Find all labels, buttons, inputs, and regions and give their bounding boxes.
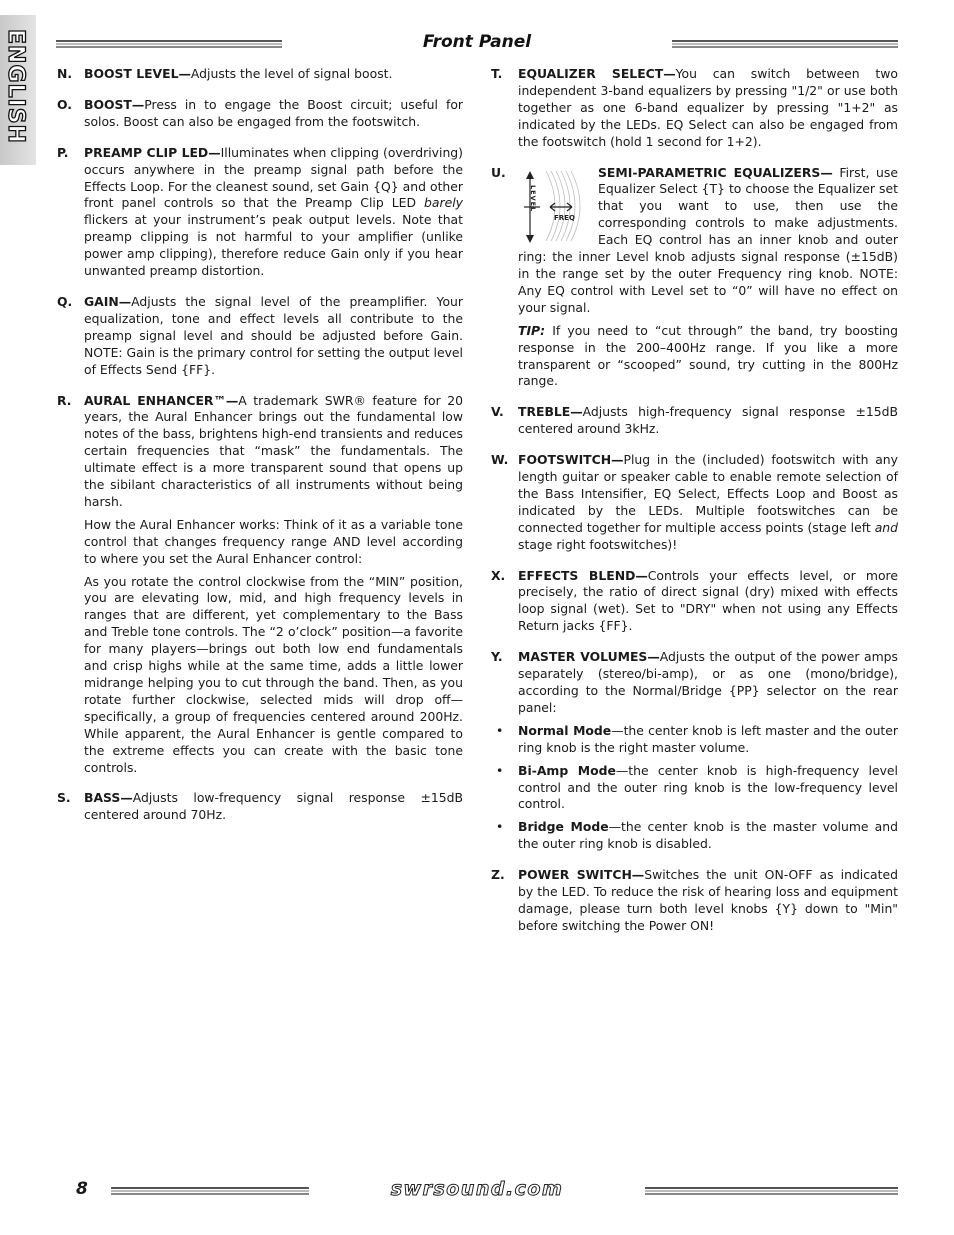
- entry-term: SEMI-PARAMETRIC EQUALIZERS—: [598, 164, 833, 180]
- entry-text: Illuminates when clipping (overdriving) occurs anywhere in the preamp signal path before the Effects Loop. For the cleanest sound, set Gain {Q} and other front panel controls so that the Preamp Clip LED: [84, 144, 463, 211]
- eq-freq-label: FREQ: [554, 213, 575, 222]
- entry-u: [491, 165, 898, 391]
- entry-w: [491, 452, 898, 553]
- entry-letter: S.: [57, 790, 71, 806]
- bullet-dot: •: [496, 722, 504, 738]
- entry-letter: N.: [57, 66, 73, 81]
- entry-paragraph: As you rotate the control clockwise from the “MIN” position, you are elevating low, mid, and high frequency levels in ranges that are different, yet complementary to the Bass and Treble tone controls. The “2 o’clock” position—a favorite for many players—brings out both low end fundamentals and crisp highs while at the same time, adds a little lower midrange helping you to cut through the band. Then, as you rotate further clockwise, selected mids will drop off—specifically, a group of frequencies centered around 200Hz. While apparent, the Aural Enhancer is gentle compared to the extreme effects you can create with the basic tone controls.: [84, 573, 463, 775]
- entry-letter: V.: [491, 404, 504, 420]
- entry-letter: R.: [57, 392, 72, 408]
- entry-letter: O.: [57, 96, 72, 112]
- right-column: [491, 66, 898, 949]
- tip-label: TIP:: [518, 322, 546, 338]
- entry-text: Adjusts low-frequency signal response ±15dB centered around 70Hz.: [84, 790, 463, 823]
- entry-letter: Y.: [491, 649, 503, 665]
- entry-paragraph: How the Aural Enhancer works: Think of it as a variable tone control that changes frequency range AND level according to where you set the Aural Enhancer control:: [84, 516, 463, 566]
- entry-z: [491, 867, 898, 935]
- bullet-bi-amp-mode: [491, 763, 898, 814]
- entry-x: [491, 568, 898, 636]
- entry-r: [57, 393, 463, 777]
- entry-y: [491, 649, 898, 717]
- entry-term: MASTER VOLUMES—: [518, 649, 660, 665]
- entry-text: Press in to engage the Boost circuit; useful for solos. Boost can also be engaged from the footswitch.: [84, 96, 463, 129]
- entry-q: [57, 294, 463, 379]
- page-number: 8: [76, 1179, 88, 1199]
- entry-p: [57, 145, 463, 280]
- entry-emphasis: and: [874, 519, 898, 535]
- entry-term: TREBLE—: [518, 404, 583, 420]
- entry-term: EQUALIZER SELECT—: [518, 66, 676, 81]
- entry-text: Switches the unit ON-OFF as indicated by the LED. To reduce the risk of hearing loss and equipment damage, please turn both level knobs {Y} down to "Min" before switching the Power ON!: [518, 867, 898, 933]
- entry-v: [491, 404, 898, 438]
- entry-text: flickers at your instrument’s peak output levels. Note that preamp clipping is not harmful to your amplifier (unlike power amp clipping), therefore reduce Gain only if you hear unwanted preamp distortion.: [84, 212, 463, 279]
- bullet-text: —the center knob is left master and the outer ring knob is the right master volume.: [518, 722, 898, 755]
- entry-o: [57, 97, 463, 131]
- entry-text: Adjusts the level of signal boost.: [190, 66, 393, 81]
- entry-letter: T.: [491, 66, 503, 81]
- entry-term: BOOST—: [84, 96, 145, 112]
- eq-level-label: LEVEL: [529, 184, 537, 212]
- entry-term: EFFECTS BLEND—: [518, 567, 648, 583]
- bullet-term: Normal Mode: [518, 722, 612, 738]
- bullet-text: —the center knob is the master volume and the outer ring knob is disabled.: [518, 819, 898, 852]
- entry-term: FOOTSWITCH—: [518, 452, 624, 468]
- header-rule-right: [672, 39, 898, 49]
- bullet-dot: •: [496, 762, 504, 778]
- bullet-term: Bi-Amp Mode: [518, 762, 616, 778]
- page-title: Front Panel: [422, 32, 532, 52]
- entry-emphasis: barely: [424, 195, 463, 211]
- bullet-dot: •: [496, 819, 504, 835]
- entry-letter: U.: [491, 164, 506, 180]
- entry-letter: Q.: [57, 293, 73, 309]
- entry-text: Adjusts the signal level of the preamplifier. Your equalization, tone and effect levels all contribute to the preamp signal level and should be adjusted before Gain. NOTE: Gain is the primary control for setting the output level of Effects Send {FF}.: [84, 293, 463, 377]
- bullet-normal-mode: [491, 723, 898, 757]
- footer-rule-right: [645, 1186, 898, 1196]
- entry-text: Adjusts high-frequency signal response ±15dB centered around 3kHz.: [518, 404, 898, 437]
- entry-text: Controls your effects level, or more precisely, the ratio of direct signal (dry) mixed with effects loop signal (wet). Set to "DRY" when not using any Effects Return jacks {FF}.: [518, 567, 898, 634]
- entry-letter: W.: [491, 452, 509, 468]
- entry-term: BOOST LEVEL—: [84, 66, 191, 81]
- entry-t: [491, 66, 898, 151]
- entry-s: [57, 790, 463, 824]
- bullet-text: —the center knob is high-frequency level control and the outer ring knob is the low-frequency level control.: [518, 762, 898, 812]
- eq-knob-diagram: [520, 167, 592, 245]
- entry-text: Adjusts the output of the power amps separately (stereo/bi-amp), or as one (mono/bridge), according to the Normal/Bridge {PP} selector on the rear panel:: [518, 649, 898, 715]
- entry-term: GAIN—: [84, 293, 132, 309]
- entry-text: Plug in the (included) footswitch with any length guitar or speaker cable to enable remote selection of the Bass Intensifier, EQ Select, Effects Loop and Boost as indicated by the LEDs. Multiple footswitches can be connected together for multiple access points (stage left: [518, 452, 898, 535]
- bullet-term: Bridge Mode: [518, 819, 609, 835]
- language-tab-label: ENGLISH: [3, 29, 28, 144]
- entry-term: PREAMP CLIP LED—: [84, 144, 221, 160]
- entry-text: A trademark SWR® feature for 20 years, the Aural Enhancer brings out the fundamental low notes of the bass, brightens high-end transients and reduces certain frequencies that “mask” the fundamentals. The ultimate effect is a more transparent sound that opens up the sibilant characteristics of all instruments without being harsh.: [84, 392, 463, 509]
- tip-text: If you need to “cut through” the band, try boosting response in the 200–400Hz range. If you like a more transparent or “scooped” sound, try cutting in the 800Hz range.: [518, 322, 898, 389]
- left-column: [57, 66, 463, 838]
- entry-term: POWER SWITCH—: [518, 867, 645, 883]
- entry-letter: X.: [491, 567, 506, 583]
- entry-term: AURAL ENHANCER™—: [84, 392, 239, 408]
- entry-text: You can switch between two independent 3-band equalizers by pressing "1/2" or use both together as one 6-band equalizer by pressing "1+2" as indicated by the LEDs. EQ Select can also be engaged from the footswitch (hold 1 second for 1+2).: [518, 66, 898, 149]
- footer-website: swrsound.com: [390, 1178, 564, 1200]
- entry-term: BASS—: [84, 790, 133, 806]
- entry-text: stage right footswitches)!: [518, 536, 678, 552]
- entry-n: [57, 66, 463, 83]
- entry-letter: P.: [57, 144, 69, 160]
- bullet-bridge-mode: [491, 819, 898, 853]
- entry-text: First, use Equalizer Select {T} to choose the Equalizer set that you want to use, then use the corresponding controls to make adjustments. Each EQ control has an inner knob and outer ring: the inner Level knob adjusts signal response (±15dB) in the range set by the outer Frequency ring knob. NOTE: Any EQ control with Level set to “0” will have no effect on your signal.: [518, 164, 898, 315]
- entry-letter: Z.: [491, 867, 505, 883]
